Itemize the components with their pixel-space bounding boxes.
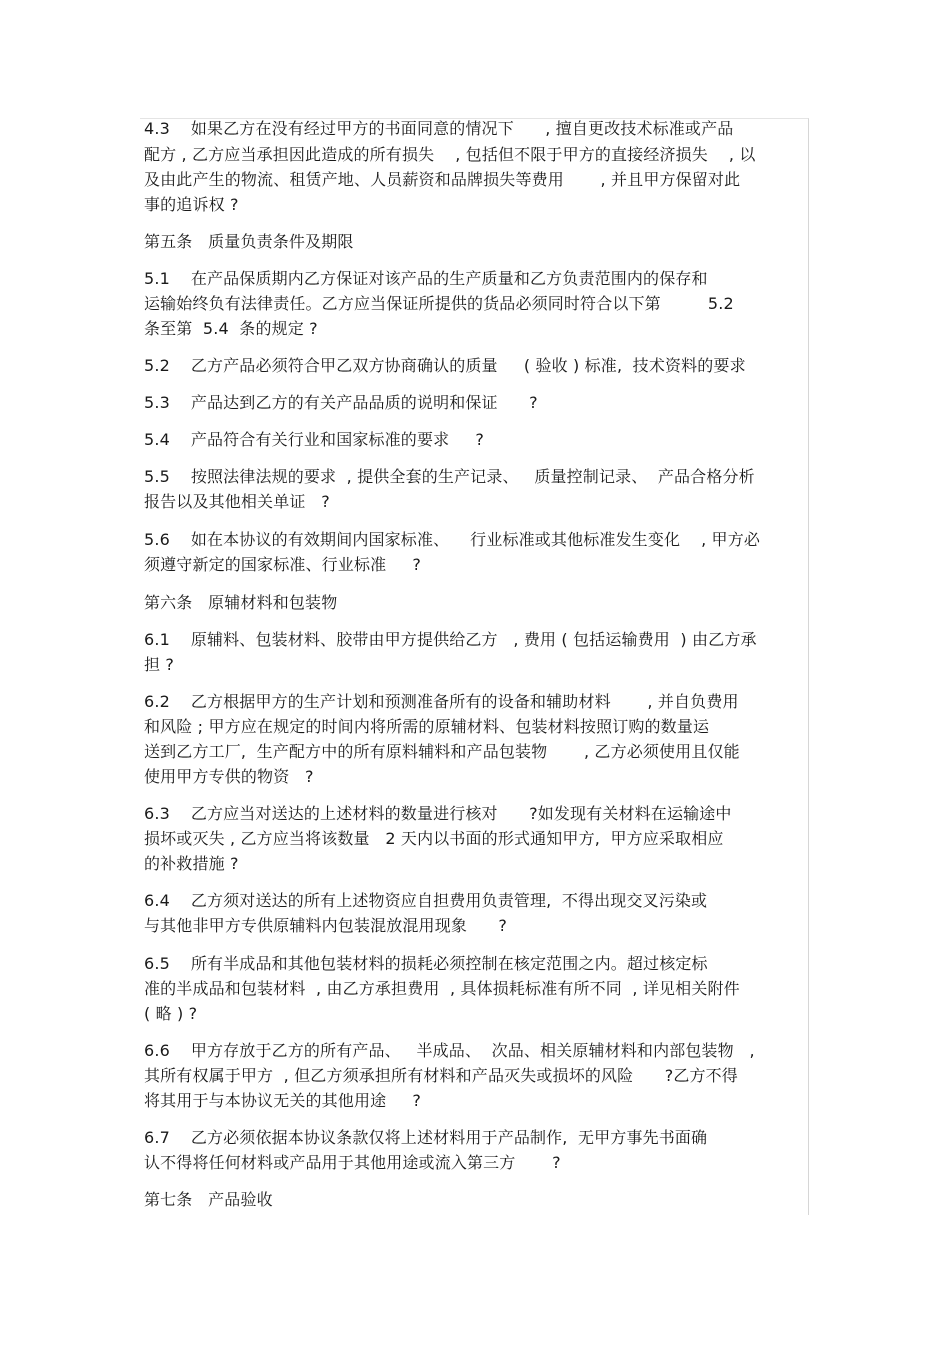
text-line: 使用甲方专供的物资 ? [144,767,314,786]
text-line: 6.3 乙方应当对送达的上述材料的数量进行核对 ?如发现有关材料在运输途中 [144,804,732,823]
text-line: 认不得将任何材料或产品用于其他用途或流入第三方 ? [144,1153,561,1172]
text-line: 6.1 原辅料、包装材料、胶带由甲方提供给乙方 , 费用 ( 包括运输费用 ) 由乙方承 [144,630,757,649]
text-line: 5.1 在产品保质期内乙方保证对该产品的生产质量和乙方负责范围内的保存和 [144,269,708,288]
section-heading: 第七条 产品验收 [144,1190,273,1209]
text-line: 运输始终负有法律责任。乙方应当保证所提供的货品必须同时符合以下第 5.2 [144,294,734,313]
text-line: 与其他非甲方专供原辅料内包装混放混用现象 ? [144,916,508,935]
text-line: 须遵守新定的国家标准、行业标准 ? [144,555,422,574]
text-line: 准的半成品和包装材料 , 由乙方承担费用 , 具体损耗标准有所不同 , 详见相关附件 [144,979,740,998]
text-line: 条至第 5.4 条的规定 ? [144,319,318,338]
text-line: 6.7 乙方必须依据本协议条款仅将上述材料用于产品制作, 无甲方事先书面确 [144,1128,708,1147]
text-line: 其所有权属于甲方 , 但乙方须承担所有材料和产品灭失或损坏的风险 ?乙方不得 [144,1066,738,1085]
text-line: 事的追诉权 ? [144,195,239,214]
text-line: 6.5 所有半成品和其他包装材料的损耗必须控制在核定范围之内。超过核定标 [144,954,708,973]
text-line: 5.4 产品符合有关行业和国家标准的要求 ? [144,430,485,449]
text-line: 的补救措施 ? [144,854,239,873]
text-line: 将其用于与本协议无关的其他用途 ? [144,1091,422,1110]
text-line: 和风险 ; 甲方应在规定的时间内将所需的原辅材料、包装材料按照订购的数量运 [144,717,710,736]
text-line: 6.6 甲方存放于乙方的所有产品、 半成品、 次品、相关原辅材料和内部包装物 , [144,1041,755,1060]
text-line: ( 略 ) ? [144,1004,198,1023]
text-line: 配方 , 乙方应当承担因此造成的所有损失 , 包括但不限于甲方的直接经济损失 , 以 [144,145,756,164]
text-line: 报告以及其他相关单证 ? [144,492,330,511]
text-line: 5.6 如在本协议的有效期间内国家标准、 行业标准或其他标准发生变化 , 甲方必 [144,530,760,549]
text-line: 5.3 产品达到乙方的有关产品品质的说明和保证 ? [144,393,538,412]
text-line: 6.2 乙方根据甲方的生产计划和预测准备所有的设备和辅助材料 , 并自负费用 [144,692,739,711]
text-line: 4.3 如果乙方在没有经过甲方的书面同意的情况下 , 擅自更改技术标准或产品 [144,119,734,138]
text-line: 担 ? [144,655,175,674]
text-line: 送到乙方工厂, 生产配方中的所有原料辅料和产品包装物 , 乙方必须使用且仅能 [144,742,740,761]
text-line: 6.4 乙方须对送达的所有上述物资应自担费用负责管理, 不得出现交叉污染或 [144,891,708,910]
text-line: 5.2 乙方产品必须符合甲乙双方协商确认的质量 ( 验收 ) 标准, 技术资料的要求 [144,356,746,375]
text-line: 5.5 按照法律法规的要求 , 提供全套的生产记录、 质量控制记录、 产品合格分析 [144,467,755,486]
text-line: 损坏或灭失 , 乙方应当将该数量 2 天内以书面的形式通知甲方, 甲方应采取相应 [144,829,724,848]
section-heading: 第六条 原辅材料和包装物 [144,593,338,612]
section-heading: 第五条 质量负责条件及期限 [144,232,354,251]
text-line: 及由此产生的物流、租赁产地、人员薪资和品牌损失等费用 , 并且甲方保留对此 [144,170,741,189]
